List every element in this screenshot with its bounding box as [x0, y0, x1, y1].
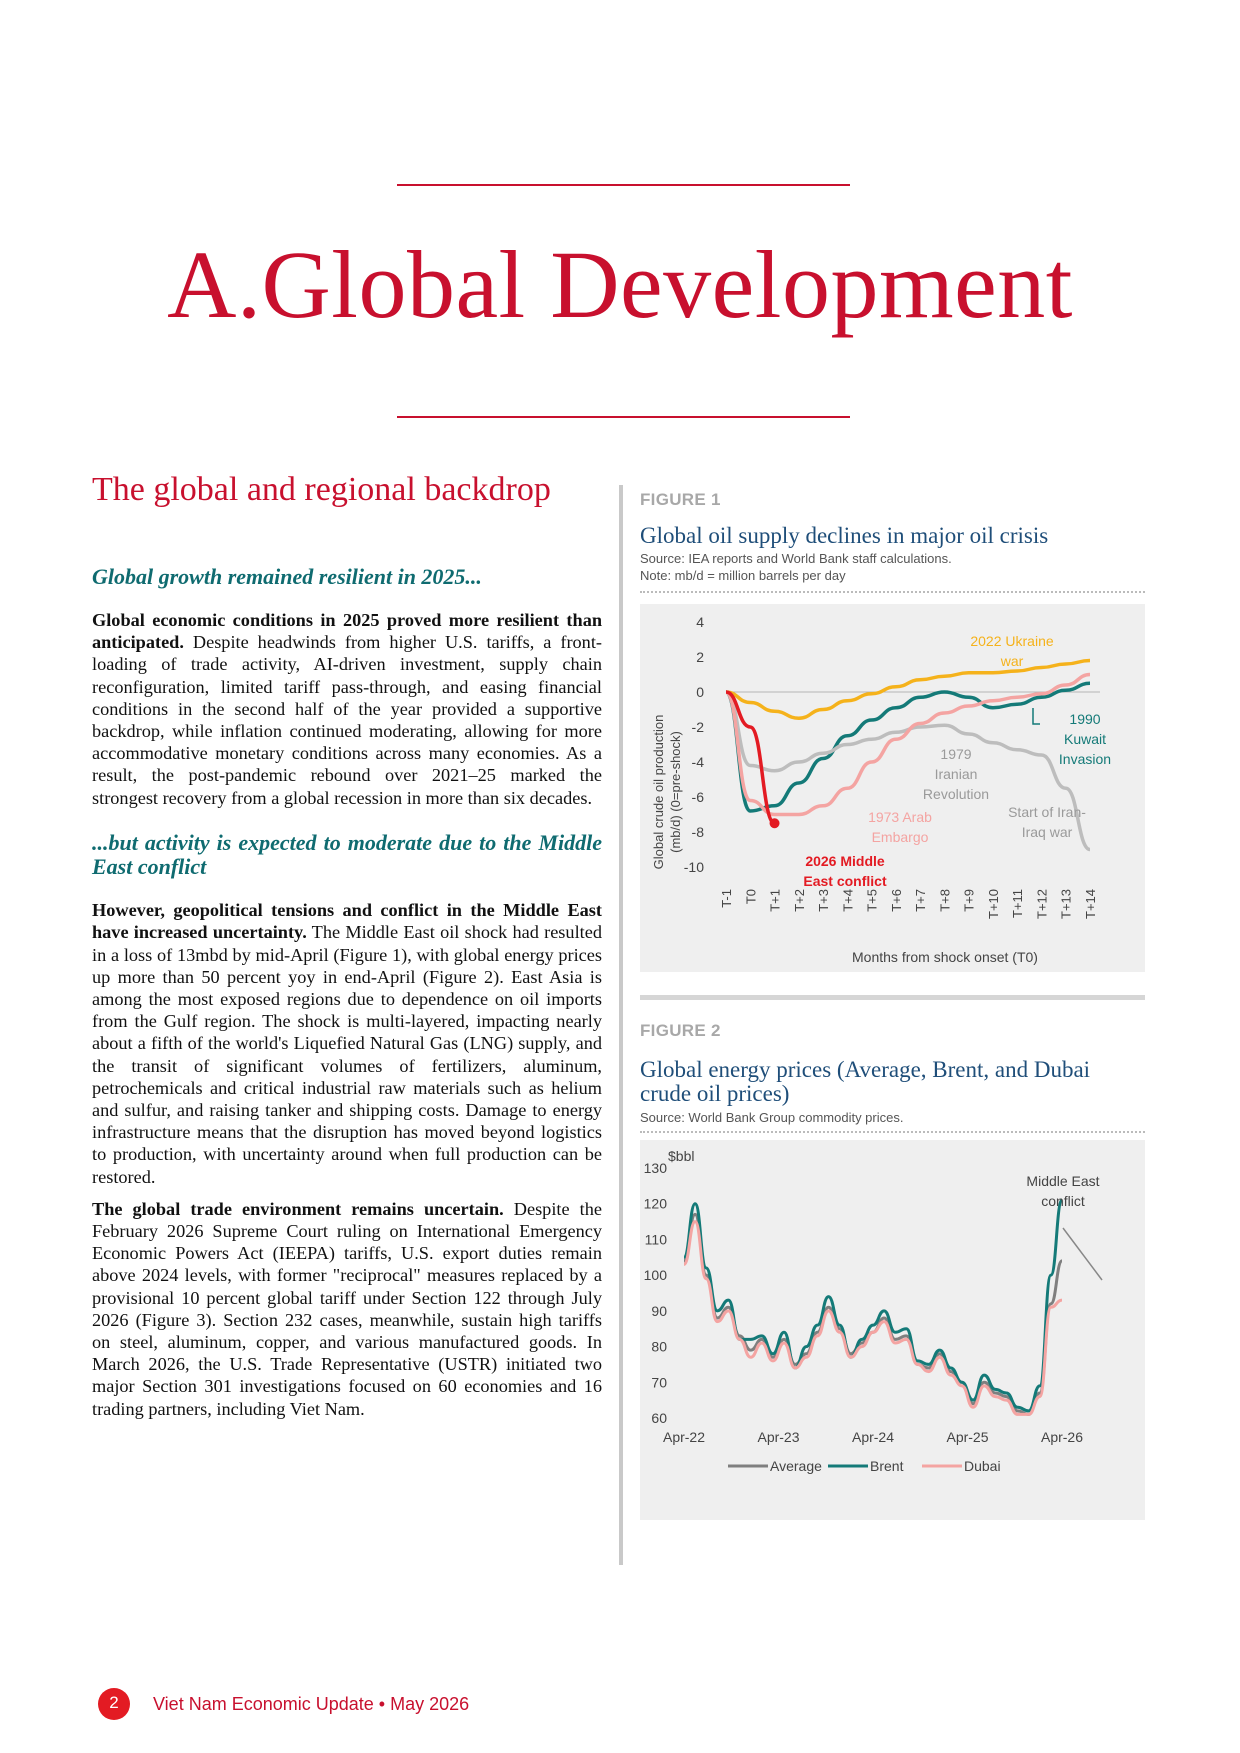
chart1-xtick: T+13	[1058, 889, 1074, 919]
subheading-moderation: ...but activity is expected to moderate due to the Middle East conflict	[92, 829, 602, 879]
chart1-xtick: T+6	[888, 889, 904, 912]
figure1-note: Note: mb/d = million barrels per day	[640, 568, 846, 583]
figure2-chart	[640, 1140, 1145, 1520]
chart2-xtick: Apr-22	[662, 1429, 706, 1445]
column-divider	[619, 485, 623, 1565]
chart1-xtick: T+3	[816, 889, 832, 912]
chart1-xtick: T+10	[985, 889, 1001, 919]
chart1-xtick: T+4	[840, 889, 856, 912]
kuwait-leader-line	[1033, 708, 1040, 724]
chart1-xtick: T-1	[719, 889, 734, 908]
figure1-divider	[640, 591, 1145, 593]
chart1-ytick: 4	[696, 614, 704, 630]
paragraph-growth-body: Despite headwinds from higher U.S. tariffs, a front-loading of trade activity, AI-driven investment, supply chain reconfiguration, limited tariff pass-through, and easing financial conditions in the second half of the year provided a supportive backdrop, while inflation continued moderating, allowing for more accommodative monetary conditions across many economies. As a result, the post-pandemic rebound over 2021–25 marked the strongest recovery from a global recession in more than six decades.	[92, 632, 602, 808]
chart1-xtick: T+9	[961, 889, 977, 912]
chart1-xtick: T+1	[767, 889, 783, 912]
figure2-label: FIGURE 2	[640, 1021, 721, 1040]
figure1-title: Global oil supply declines in major oil crisis	[640, 523, 1049, 548]
annotation-middle-east-2: conflict	[1041, 1193, 1085, 1209]
legend-label-dubai: Dubai	[964, 1458, 1001, 1474]
annotation-iran-1: 1979	[940, 746, 972, 762]
chart1-xtick: T+2	[791, 889, 807, 912]
annotation-iran-3: Revolution	[922, 786, 990, 802]
chart2-ytick: 60	[651, 1410, 667, 1426]
chart1-xtick: T0	[743, 889, 759, 905]
chart1-ytick: -6	[691, 789, 704, 805]
figure1-label: FIGURE 1	[640, 490, 721, 509]
chart2-xtick: Apr-24	[851, 1429, 895, 1445]
footer-publication: Viet Nam Economic Update • May 2026	[153, 1694, 470, 1714]
figure-separator	[640, 995, 1145, 1000]
section-heading: The global and regional backdrop	[92, 471, 551, 508]
annotation-kuwait-3: Invasion	[1058, 751, 1112, 767]
chart2-ytick: 80	[651, 1338, 667, 1355]
legend-label-average: Average	[770, 1458, 822, 1474]
annotation-iran-2: Iranian	[934, 766, 978, 782]
series-line-average	[684, 1214, 1062, 1414]
chart1-ylabel-line2: (mb/d) (0=pre-shock)	[668, 731, 683, 853]
chart2-xtick: Apr-25	[946, 1429, 989, 1445]
chart1-xtick: T+7	[913, 889, 929, 912]
annotation-me-2: East conflict	[803, 873, 887, 889]
chart2-ytick: 70	[651, 1374, 667, 1391]
chart1-ytick: -10	[683, 859, 704, 875]
series-line-2022-ukraine-war	[726, 661, 1090, 719]
annotation-pointer-line	[1063, 1228, 1102, 1280]
article-column	[92, 470, 602, 1430]
oil-supply-chart	[640, 604, 1145, 972]
chart1-xtick: T+14	[1083, 889, 1098, 919]
title-rule-bottom	[397, 416, 850, 418]
paragraph-geopolitics	[92, 899, 602, 1188]
annotation-iraq-1: Start of Iran-	[1008, 804, 1086, 820]
legend-label-brent: Brent	[870, 1458, 904, 1474]
series-line-brent	[684, 1200, 1062, 1411]
annotation-arab-2: Embargo	[871, 829, 929, 845]
figure1-source: Source: IEA reports and World Bank staff calculations.	[640, 551, 952, 566]
series-endpoint-2026-middle-east-conflict	[770, 818, 780, 828]
chart2-ytick: 100	[643, 1267, 667, 1284]
energy-prices-chart	[640, 1140, 1145, 1520]
annotation-ukraine-1: 2022 Ukraine	[970, 633, 1054, 649]
annotation-ukraine-2: war	[1000, 653, 1024, 669]
chart1-xtick: T+5	[864, 889, 880, 912]
paragraph-growth-lead: Global economic conditions in 2025 proved more resilient than anticipated.	[92, 609, 602, 653]
subheading-resilient-growth: Global growth remained resilient in 2025...	[92, 563, 482, 589]
chart2-ytick: 130	[643, 1160, 667, 1176]
chart1-xlabel: Months from shock onset (T0)	[852, 949, 1038, 965]
chart1-xtick: T+8	[937, 889, 953, 912]
chart1-ytick: -8	[691, 824, 704, 840]
annotation-iraq-2: Iraq war	[1021, 824, 1073, 840]
paragraph-geopolitics-body: The Middle East oil shock had resulted in a loss of 13mbd by mid-April (Figure 1), with global energy prices up more than 50 percent yoy in end-April (Figure 2). East Asia is among the most exposed regions due to dependence on oil imports from the Gulf region. The shock is multi-layered, impacting nearly about a fifth of the world's Liquefied Natural Gas (LNG) supply, and the transit of significant volumes of fertilizers, aluminum, petrochemicals and critical industrial raw materials such as helium and sulfur, and raising tanker and shipping costs. Damage to energy infrastructure means that the disruption has moved beyond logistics to production, with uncertainty around when full production can be restored.	[92, 922, 602, 1187]
series-line-1973-arab-embargo	[726, 675, 1090, 815]
paragraph-trade-lead: The global trade environment remains uncertain.	[92, 1198, 504, 1219]
figure2-divider	[640, 1131, 1145, 1133]
annotation-middle-east-1: Middle East	[1026, 1173, 1100, 1189]
figure1-chart	[640, 604, 1145, 972]
chart2-unit-label: $bbl	[668, 1148, 695, 1164]
annotation-arab-1: 1973 Arab	[868, 809, 932, 825]
annotation-me-1: 2026 Middle	[805, 853, 885, 869]
page-title: A.Global Development	[167, 231, 1073, 338]
chart2-ytick: 110	[644, 1231, 667, 1248]
paragraph-growth	[92, 609, 602, 809]
chart2-xtick: Apr-26	[1040, 1429, 1084, 1445]
chart1-xtick: T+11	[1010, 889, 1026, 919]
figure2-title: Global energy prices (Average, Brent, and Dubai crude oil prices)	[640, 1057, 1091, 1107]
annotation-kuwait-2: Kuwait	[1063, 731, 1107, 747]
paragraph-geopolitics-lead: However, geopolitical tensions and conflict in the Middle East have increased uncertainty.	[92, 900, 602, 943]
chart1-ytick: 0	[696, 684, 704, 700]
chart1-xtick: T+12	[1034, 889, 1050, 919]
series-line-dubai	[684, 1222, 1062, 1415]
chart1-ytick: -2	[691, 719, 704, 735]
chart2-ytick: 90	[651, 1302, 667, 1319]
paragraph-trade	[92, 1198, 602, 1420]
chart2-xtick: Apr-23	[757, 1429, 800, 1445]
figure2-source: Source: World Bank Group commodity prices.	[640, 1110, 904, 1125]
title-rule-top	[397, 184, 850, 186]
chart1-ytick: -4	[691, 754, 704, 770]
annotation-kuwait-1: 1990	[1069, 711, 1101, 727]
chart1-ytick: 2	[696, 649, 704, 665]
chart2-ytick: 120	[643, 1195, 667, 1212]
page-number-badge: 2	[98, 1688, 130, 1720]
paragraph-trade-body: Despite the February 2026 Supreme Court ruling on International Emergency Economic Powers Act (IEEPA) tariffs, U.S. export duties remain above 2024 levels, with former "reciprocal" measures replaced by a provisional 10 percent global tariff under Section 122 through July 2026 (Figure 3). Section 232 cases, meanwhile, sustain high tariffs on steel, aluminum, copper, and various manufactured goods. In March 2026, the U.S. Trade Representative (USTR) initiated two major Section 301 investigations focused on 60 economies and 16 trading partners, including Viet Nam.	[92, 1198, 602, 1419]
series-line-1990-kuwait-invasion	[726, 683, 1090, 811]
chart1-ylabel-line1: Global crude oil production	[651, 714, 666, 870]
